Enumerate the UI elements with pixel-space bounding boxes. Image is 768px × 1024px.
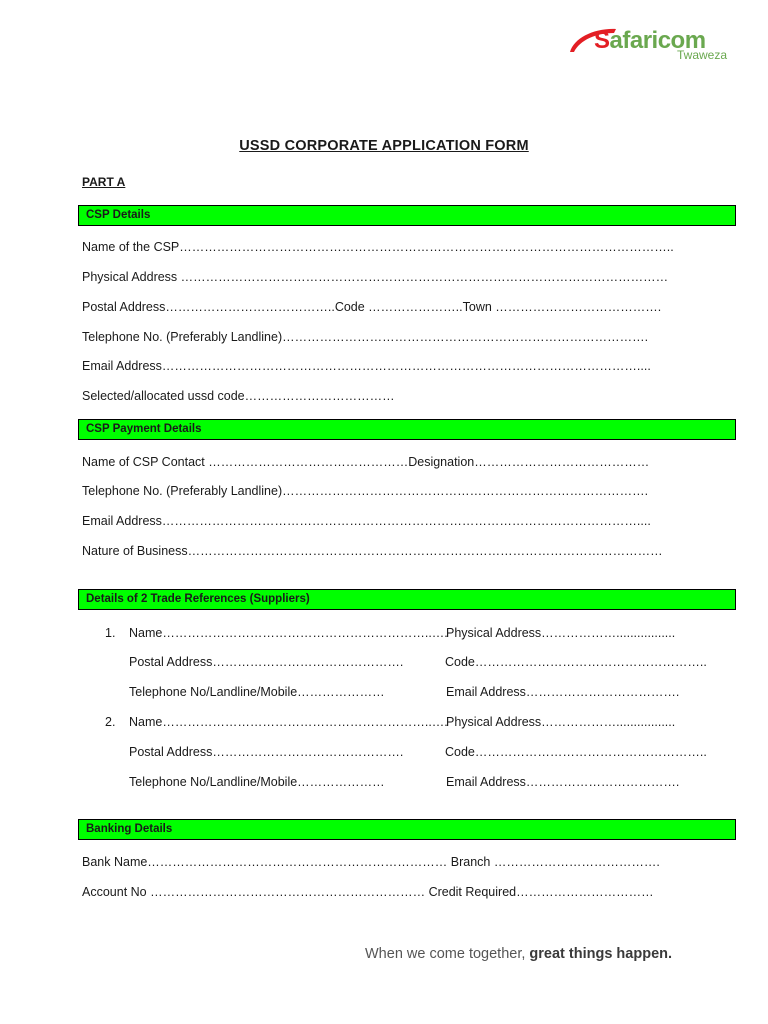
logo-wordmark: Safaricom (594, 27, 706, 54)
ref1-email[interactable]: Email Address………………………………. (446, 685, 680, 699)
form-title: USSD CORPORATE APPLICATION FORM (239, 138, 529, 154)
field-csp-contact[interactable]: Name of CSP Contact …………………………………………Designation…………………………………… (82, 455, 650, 469)
section-trade-references: Details of 2 Trade References (Suppliers) (78, 589, 736, 610)
ref2-postal-address[interactable]: Postal Address………………………………………. (129, 745, 404, 759)
field-postal-address[interactable]: Postal Address…………………………………..Code …………………..Town …………………………………. (82, 300, 662, 314)
field-email[interactable]: Email Address…………………………………………………………………………………………………….... (82, 359, 651, 373)
reference-number-2: 2. (105, 715, 116, 729)
field-payment-telephone[interactable]: Telephone No. (Preferably Landline)……………………………………………………………………………. (82, 484, 649, 498)
ref1-telephone[interactable]: Telephone No/Landline/Mobile………………… (129, 685, 385, 699)
field-telephone[interactable]: Telephone No. (Preferably Landline)……………………………………………………………………………. (82, 330, 649, 344)
ref2-code[interactable]: Code……………………………………………….. (445, 745, 707, 759)
field-physical-address[interactable]: Physical Address ……………………………………………………………………………………………………… (82, 270, 669, 284)
ref1-postal-address[interactable]: Postal Address………………………………………. (129, 655, 404, 669)
ref1-physical-address[interactable]: Physical Address………………................. (446, 626, 676, 640)
section-csp-payment: CSP Payment Details (78, 419, 736, 440)
field-account-no[interactable]: Account No ………………………………………………………… Credit Required…………………………… (82, 885, 654, 899)
ref1-name[interactable]: Name………………………………………………………..…. (129, 626, 448, 640)
tagline: When we come together, great things happen. (365, 946, 673, 962)
field-ussd-code[interactable]: Selected/allocated ussd code……………………………… (82, 389, 395, 403)
field-bank-name[interactable]: Bank Name……………………………………………………………… Branch …………………………………. (82, 855, 660, 869)
ref2-name[interactable]: Name………………………………………………………..…. (129, 715, 448, 729)
section-banking: Banking Details (78, 819, 736, 840)
logo-subtitle: Twaweza (677, 48, 728, 62)
ref2-telephone[interactable]: Telephone No/Landline/Mobile………………… (129, 775, 385, 789)
field-payment-email[interactable]: Email Address…………………………………………………………………………………………………….... (82, 514, 651, 528)
reference-number-1: 1. (105, 626, 116, 640)
section-csp-details: CSP Details (78, 205, 736, 226)
ref2-physical-address[interactable]: Physical Address………………................. (446, 715, 676, 729)
ref2-email[interactable]: Email Address………………………………. (446, 775, 680, 789)
part-label: PART A (82, 175, 126, 189)
field-csp-name[interactable]: Name of the CSP……………………………………………………………………………………………………….. (82, 240, 674, 254)
ref1-code[interactable]: Code……………………………………………….. (445, 655, 707, 669)
field-nature-business[interactable]: Nature of Business…………………………………………………………………………………………………… (82, 544, 663, 558)
safaricom-logo (564, 0, 740, 78)
